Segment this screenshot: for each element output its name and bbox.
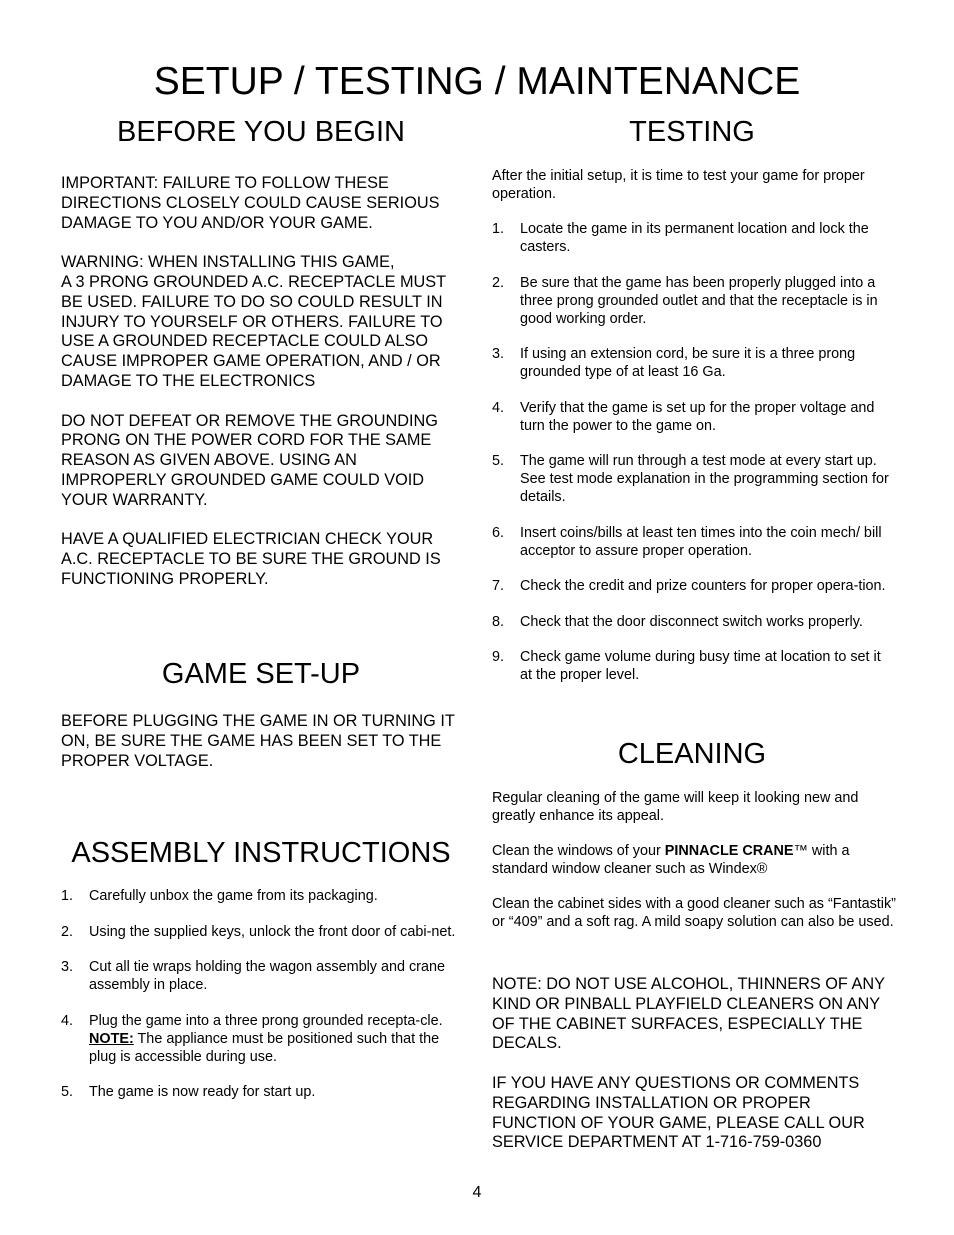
cleaning-cabinet: Clean the cabinet sides with a good cleaner such as “Fantastik” or “409” and a soft rag. A mild soapy solution can also be used. bbox=[492, 896, 896, 930]
testing-item: 3. If using an extension cord, be sure it is a three prong grounded type of at least 16 Ga. bbox=[492, 346, 856, 380]
assembly-item: 4. Plug the game into a three prong grounded recepta-cle. NOTE: The appliance must be positioned such that the plug is accessible during use. bbox=[61, 1012, 443, 1065]
contact-paragraph: IF YOU HAVE ANY QUESTIONS OR COMMENTS REGARDING INSTALLATION OR PROPER FUNCTION OF YOUR GAME, PLEASE CALL OUR SERVICE DEPARTMENT AT 1-716-759-0360 bbox=[492, 1073, 865, 1152]
page-number: 4 bbox=[472, 1184, 482, 1201]
testing-item: 2. Be sure that the game has been properly plugged into a three prong grounded outlet and that the receptacle is in good working order. bbox=[492, 274, 878, 327]
page-title: SETUP / TESTING / MAINTENANCE bbox=[153, 60, 801, 103]
testing-item: 9. Check game volume during busy time at location to set it at the proper level. bbox=[492, 649, 881, 683]
testing-item: 7. Check the credit and prize counters for proper opera-tion. bbox=[492, 578, 886, 594]
warning-paragraph bbox=[61, 253, 465, 392]
assembly-item: 5. The game is now ready for start up. bbox=[61, 1084, 316, 1100]
game-setup-paragraph: BEFORE PLUGGING THE GAME IN OR TURNING IT ON, BE SURE THE GAME HAS BEEN SET TO THE PROPER VOLTAGE. bbox=[61, 712, 455, 770]
before-you-begin-section bbox=[61, 174, 465, 610]
cleaning-section bbox=[492, 789, 896, 948]
cleaning-heading: CLEANING bbox=[617, 738, 767, 770]
grounding-paragraph: DO NOT DEFEAT OR REMOVE THE GROUNDING PRONG ON THE POWER CORD FOR THE SAME REASON AS GIVEN ABOVE. USING AN IMPROPERLY GROUNDED GAME COULD VOID YOUR WARRANTY. bbox=[61, 411, 438, 509]
cleaning-note-paragraph: NOTE: DO NOT USE ALCOHOL, THINNERS OF ANY KIND OR PINBALL PLAYFIELD CLEANERS ON ANY OF THE CABINET SURFACES, ESPECIALLY THE DECALS. bbox=[492, 975, 885, 1053]
assembly-list bbox=[61, 887, 461, 1119]
game-setup-section bbox=[61, 712, 465, 791]
assembly-item: 3. Cut all tie wraps holding the wagon assembly and crane assembly in place. bbox=[61, 959, 445, 993]
important-paragraph: IMPORTANT: FAILURE TO FOLLOW THESE DIRECTIONS CLOSELY COULD CAUSE SERIOUS DAMAGE TO YOU AND/OR YOUR GAME. bbox=[61, 174, 440, 232]
testing-item: 1. Locate the game in its permanent location and lock the casters. bbox=[492, 221, 869, 255]
note-label: NOTE: bbox=[89, 1030, 134, 1047]
before-you-begin-heading: BEFORE YOU BEGIN bbox=[117, 116, 405, 148]
assembly-item: 2. Using the supplied keys, unlock the front door of cabi-net. bbox=[61, 923, 456, 940]
cleaning-intro: Regular cleaning of the game will keep it looking new and greatly enhance its appeal. bbox=[492, 790, 859, 824]
testing-item: 8. Check that the door disconnect switch works properly. bbox=[492, 613, 863, 630]
warning-line-1: WARNING: WHEN INSTALLING THIS GAME, bbox=[61, 253, 395, 272]
testing-heading: TESTING bbox=[629, 116, 755, 148]
warning-line-rest: A 3 PRONG GROUNDED A.C. RECEPTACLE MUST BE USED. FAILURE TO DO SO COULD RESULT IN INJURY TO YOURSELF OR OTHERS. FAILURE TO USE A GROUNDED RECEPTACLE COULD ALSO CAUSE IMPROPER GAME OPERATION, AND / OR DAMAGE TO THE ELECTRONICS bbox=[61, 272, 446, 390]
cleaning-notes bbox=[492, 975, 896, 1173]
assembly-item: 1. Carefully unbox the game from its packaging. bbox=[61, 888, 378, 904]
testing-section bbox=[492, 167, 896, 702]
cleaning-windows: Clean the windows of your PINNACLE CRANE™ with a standard window cleaner such as Windex® bbox=[492, 843, 850, 877]
brand-name: PINNACLE CRANE bbox=[664, 843, 794, 859]
assembly-heading: ASSEMBLY INSTRUCTIONS bbox=[71, 837, 451, 869]
testing-item: 4. Verify that the game is set up for the proper voltage and turn the power to the game on. bbox=[492, 399, 875, 434]
testing-intro: After the initial setup, it is time to test your game for proper operation. bbox=[492, 168, 865, 202]
game-setup-heading: GAME SET-UP bbox=[161, 658, 361, 690]
testing-list bbox=[492, 220, 896, 684]
electrician-paragraph: HAVE A QUALIFIED ELECTRICIAN CHECK YOUR A.C. RECEPTACLE TO BE SURE THE GROUND IS FUNCTIONING PROPERLY. bbox=[61, 530, 441, 588]
testing-item: 6. Insert coins/bills at least ten times into the coin mech/ bill acceptor to assure proper operation. bbox=[492, 524, 882, 559]
testing-item: 5. The game will run through a test mode at every start up. See test mode explanation in the programming section for details. bbox=[492, 453, 889, 505]
